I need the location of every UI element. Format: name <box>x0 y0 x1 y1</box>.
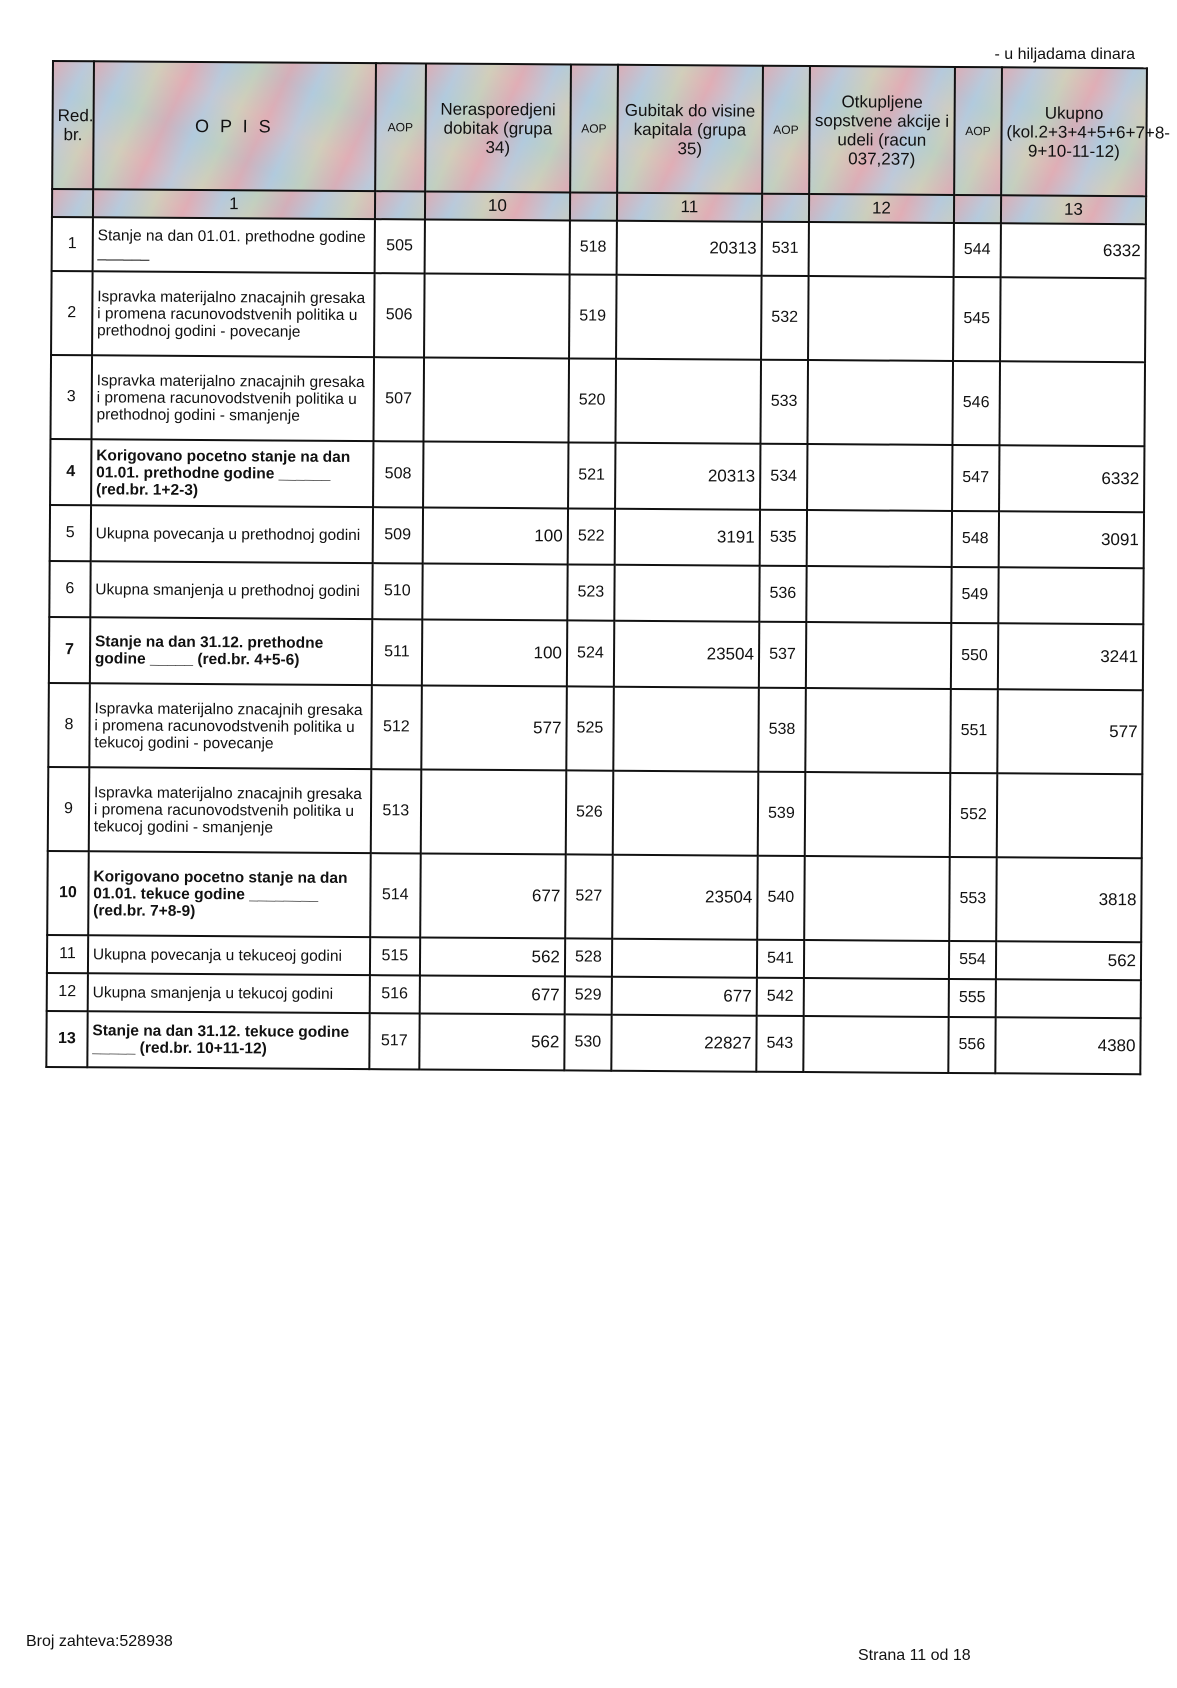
value-col11: 22827 <box>611 1015 756 1072</box>
aop-code-col13: 545 <box>953 277 1001 361</box>
aop-code-col11: 530 <box>564 1014 611 1070</box>
value-col11 <box>613 687 759 772</box>
aop-code-col10: 507 <box>373 357 424 441</box>
aop-code-col11: 525 <box>566 686 614 770</box>
aop-code-col10: 505 <box>374 219 424 273</box>
request-number: Broj zahteva:528938 <box>26 1633 173 1650</box>
row-description: Ispravka materijalno znacajnih gresaka i promena racunovodstvenih politika u prethodnoj godini - smanjenje <box>91 355 373 441</box>
colnum-col13: 13 <box>1001 195 1146 224</box>
value-col10: 677 <box>419 975 564 1014</box>
aop-code-col10: 517 <box>369 1013 419 1069</box>
table-row <box>46 1011 1140 1074</box>
value-col13: 577 <box>997 689 1143 774</box>
aop-code-col12: 541 <box>757 940 804 978</box>
aop-code-col10: 516 <box>369 975 419 1013</box>
row-number: 13 <box>46 1011 87 1067</box>
aop-code-col13: 553 <box>949 857 997 941</box>
table-row <box>49 561 1143 624</box>
aop-code-col10: 510 <box>372 563 422 619</box>
row-number: 9 <box>48 767 89 851</box>
header-aop: AOP <box>375 63 426 191</box>
value-col10 <box>424 219 569 274</box>
value-col13: 3091 <box>999 511 1144 568</box>
aop-code-col12: 532 <box>761 276 809 360</box>
aop-code-col10: 513 <box>371 769 422 853</box>
aop-code-col10: 506 <box>374 273 425 357</box>
row-number: 10 <box>47 851 88 935</box>
row-number: 11 <box>47 935 88 973</box>
table-row <box>50 355 1145 446</box>
aop-code-col11: 524 <box>567 620 614 686</box>
table-row <box>52 217 1146 278</box>
value-col11: 23504 <box>612 855 758 940</box>
table-row <box>49 617 1143 690</box>
row-description: Korigovano pocetno stanje na dan 01.01. tekuce godine ________ (red.br. 7+8-9) <box>88 851 370 937</box>
value-col12 <box>805 772 951 857</box>
row-number: 1 <box>52 217 93 271</box>
aop-code-col11: 522 <box>568 508 615 564</box>
unit-note: - u hiljadama dinara <box>994 46 1135 63</box>
value-col11 <box>616 275 762 360</box>
value-col13 <box>999 361 1145 446</box>
aop-code-col12: 533 <box>760 360 808 444</box>
aop-code-col12: 537 <box>759 622 806 688</box>
row-number: 8 <box>48 683 89 767</box>
value-col13: 562 <box>996 941 1141 980</box>
value-col10 <box>424 273 570 358</box>
value-col13 <box>997 773 1143 858</box>
value-col12 <box>807 360 953 445</box>
value-col12 <box>805 688 951 773</box>
colnum-aop <box>762 194 809 222</box>
row-description: Korigovano pocetno stanje na dan 01.01. prethodne godine ______ (red.br. 1+2-3) <box>91 439 373 507</box>
value-col10: 100 <box>422 507 567 564</box>
value-col13: 4380 <box>995 1017 1140 1074</box>
aop-code-col10: 509 <box>372 507 422 563</box>
row-description: Ukupna povecanja u tekuceoj godini <box>88 935 370 975</box>
row-number: 6 <box>49 561 90 617</box>
aop-code-col13: 547 <box>952 445 999 511</box>
aop-code-col10: 508 <box>373 441 423 507</box>
value-col11: 20313 <box>615 443 760 510</box>
header-aop: AOP <box>954 67 1002 195</box>
value-col12 <box>808 276 954 361</box>
row-number: 12 <box>47 973 88 1011</box>
aop-code-col13: 548 <box>952 511 999 567</box>
aop-code-col13: 552 <box>950 773 998 857</box>
value-col11 <box>615 359 761 444</box>
value-col10: 100 <box>422 619 567 686</box>
value-col10 <box>422 563 567 620</box>
aop-code-col13: 554 <box>949 941 996 979</box>
value-col12 <box>806 566 951 623</box>
aop-code-col11: 526 <box>566 770 614 854</box>
aop-code-col11: 523 <box>567 564 614 620</box>
value-col11 <box>614 565 759 622</box>
table-row <box>50 505 1144 568</box>
aop-code-col13: 551 <box>950 689 998 773</box>
aop-code-col10: 514 <box>370 853 421 937</box>
header-col10: Nerasporedjeni dobitak (grupa 34) <box>425 63 571 192</box>
aop-code-col12: 534 <box>760 444 807 510</box>
value-col12 <box>804 940 949 979</box>
value-col13 <box>996 979 1141 1018</box>
row-number: 2 <box>51 271 92 355</box>
value-col10 <box>423 441 568 508</box>
header-col13: Ukupno (kol.2+3+4+5+6+7+8-9+10-11-12) <box>1001 67 1147 196</box>
aop-code-col11: 520 <box>568 358 616 442</box>
value-col12 <box>804 978 949 1017</box>
value-col12 <box>804 856 950 941</box>
row-number: 4 <box>50 439 91 505</box>
aop-code-col11: 527 <box>565 854 613 938</box>
colnum-col10: 10 <box>425 191 570 220</box>
value-col12 <box>806 622 951 689</box>
table-row <box>50 439 1144 512</box>
value-col12 <box>807 444 952 511</box>
aop-code-col13: 549 <box>951 567 998 623</box>
value-col11: 677 <box>612 977 757 1016</box>
aop-code-col13: 555 <box>949 979 996 1017</box>
row-description: Ukupna povecanja u prethodnoj godini <box>91 505 373 563</box>
aop-code-col13: 550 <box>951 623 998 689</box>
row-description: Ukupna smanjenja u tekucoj godini <box>88 973 370 1013</box>
row-description: Ispravka materijalno znacajnih gresaka i promena racunovodstvenih politika u prethodnoj godini - povecanje <box>92 271 374 357</box>
header-red-br: Red. br. <box>52 61 94 189</box>
table-row <box>48 683 1143 774</box>
aop-code-col13: 544 <box>954 223 1001 277</box>
header-aop: AOP <box>762 66 810 194</box>
table-body <box>46 217 1146 1074</box>
value-col10: 677 <box>420 853 566 938</box>
aop-code-col11: 528 <box>565 938 612 976</box>
table-row <box>48 767 1143 858</box>
colnum-aop <box>570 192 617 220</box>
aop-code-col13: 556 <box>948 1017 995 1073</box>
value-col11: 23504 <box>614 621 759 688</box>
value-col13 <box>998 567 1143 624</box>
colnum-opis: 1 <box>93 189 375 219</box>
row-description: Ispravka materijalno znacajnih gresaka i promena racunovodstvenih politika u tekucoj godini - povecanje <box>89 683 371 769</box>
value-col10: 562 <box>419 1013 564 1070</box>
table-row <box>51 271 1146 362</box>
value-col11 <box>613 771 759 856</box>
value-col11: 20313 <box>616 221 761 276</box>
aop-code-col12: 542 <box>757 978 804 1016</box>
aop-code-col12: 531 <box>761 222 808 276</box>
colnum-col12: 12 <box>809 194 954 223</box>
aop-code-col12: 540 <box>757 856 805 940</box>
aop-code-col11: 518 <box>569 220 616 274</box>
value-col13: 6332 <box>999 445 1145 512</box>
aop-code-col12: 536 <box>759 566 806 622</box>
value-col13: 6332 <box>1000 223 1145 278</box>
row-description: Stanje na dan 31.12. tekuce godine _____ (red.br. 10+11-12) <box>87 1011 369 1069</box>
colnum-aop <box>954 195 1001 223</box>
header-col12: Otkupljene sopstvene akcije i udeli (racun 037,237) <box>809 66 955 195</box>
header-opis: O P I S <box>93 61 376 191</box>
row-description: Ispravka materijalno znacajnih gresaka i promena racunovodstvenih politika u tekucoj godini - smanjenje <box>89 767 371 853</box>
value-col13: 3241 <box>998 623 1144 690</box>
aop-code-col10: 512 <box>371 685 422 769</box>
aop-code-col13: 546 <box>952 361 1000 445</box>
value-col12 <box>803 1016 948 1073</box>
aop-code-col10: 515 <box>370 937 420 975</box>
value-col13: 3818 <box>996 857 1142 942</box>
colnum-red-br <box>52 189 93 217</box>
value-col10 <box>423 357 569 442</box>
colnum-aop <box>375 191 425 219</box>
page-number: Strana 11 od 18 <box>858 1647 971 1664</box>
aop-code-col11: 519 <box>569 274 617 358</box>
aop-code-col12: 543 <box>756 1016 803 1072</box>
value-col11: 3191 <box>615 509 760 566</box>
value-col12 <box>808 222 953 277</box>
value-col10: 577 <box>421 685 567 770</box>
equity-changes-table <box>45 60 1171 1075</box>
value-col12 <box>807 510 952 567</box>
row-description: Ukupna smanjenja u prethodnoj godini <box>90 561 372 619</box>
row-description: Stanje na dan 01.01. prethodne godine ______ <box>92 217 374 273</box>
colnum-col11: 11 <box>617 193 762 222</box>
aop-code-col12: 535 <box>760 510 807 566</box>
header-col11: Gubitak do visine kapitala (grupa 35) <box>617 65 763 194</box>
value-col13 <box>1000 277 1146 362</box>
value-col11 <box>612 939 757 978</box>
aop-code-col10: 511 <box>372 619 422 685</box>
row-number: 3 <box>50 355 91 439</box>
aop-code-col11: 529 <box>565 976 612 1014</box>
table-row <box>47 851 1142 942</box>
value-col10: 562 <box>420 937 565 976</box>
aop-code-col12: 538 <box>758 688 806 772</box>
value-col10 <box>421 769 567 854</box>
row-number: 5 <box>50 505 91 561</box>
row-number: 7 <box>49 617 90 683</box>
row-description: Stanje na dan 31.12. prethodne godine _____ (red.br. 4+5-6) <box>90 617 372 685</box>
header-aop: AOP <box>570 64 618 192</box>
aop-code-col12: 539 <box>758 772 806 856</box>
aop-code-col11: 521 <box>568 442 615 508</box>
